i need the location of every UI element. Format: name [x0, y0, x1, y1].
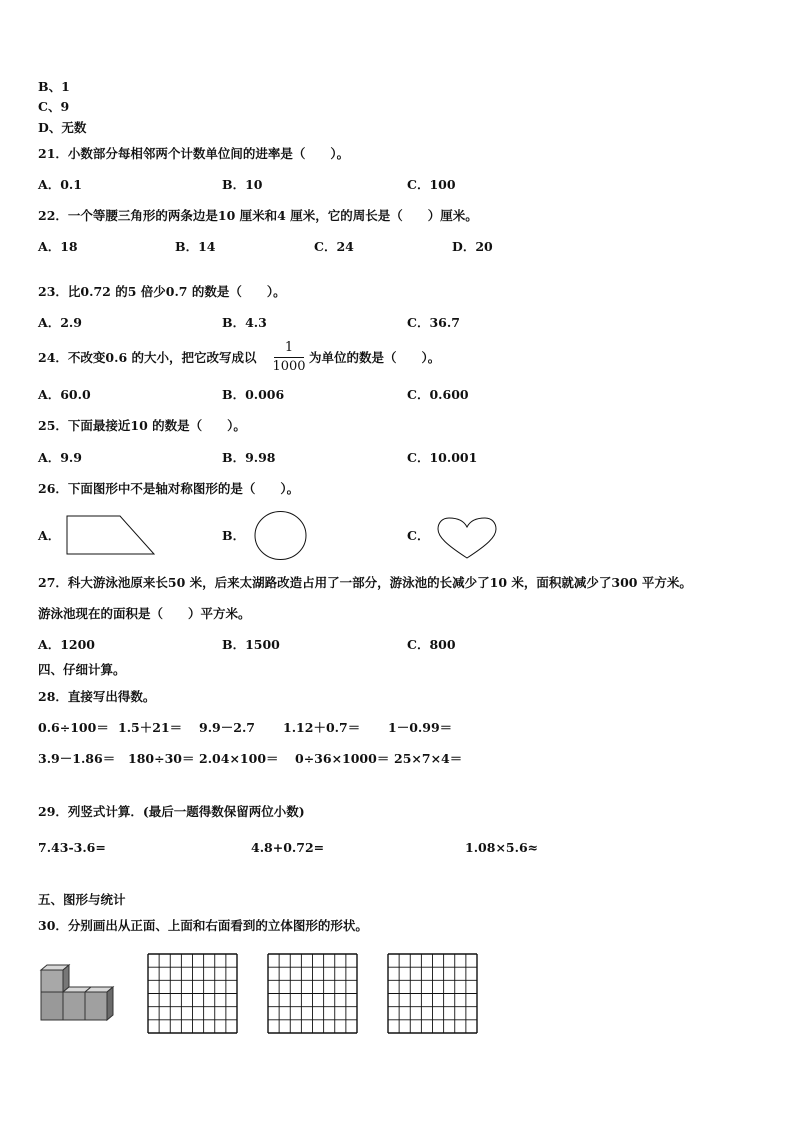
question-24-stem-before: 24．不改变0.6 的大小，把它改写成以 [38, 350, 257, 365]
question-27-option-c: C．800 [407, 637, 456, 652]
question-21-option-c: C．100 [407, 177, 456, 192]
drawing-grid-right[interactable] [387, 953, 478, 1034]
question-30-stem: 30．分别画出从正面、上面和右面看到的立体图形的形状。 [38, 918, 368, 933]
cube-figure [38, 965, 120, 1025]
question-27-option-a: A．1200 [38, 637, 95, 652]
question-25-stem: 25．下面最接近10 的数是（ ）。 [38, 418, 246, 433]
vertical-calc-item: 1.08×5.6≈ [465, 840, 539, 855]
question-21-option-a: A．0.1 [38, 177, 82, 192]
question-29-stem: 29．列竖式计算．(最后一题得数保留两位小数) [38, 804, 305, 819]
question-27-stem: 27．科大游泳池原来长50 米，后来太湖路改造占用了一部分，游泳池的长减少了10 米，面积就减少了300 平方米。 [38, 575, 692, 590]
calc-item: 0÷36×1000＝ [295, 751, 390, 766]
heart-shape [437, 517, 497, 559]
fraction-bar [274, 357, 304, 358]
question-26-option-a: A． [38, 528, 61, 543]
calc-item: 1.5＋21＝ [118, 720, 183, 735]
question-23-option-a: A．2.9 [38, 315, 82, 330]
section-4-title: 四、仔细计算。 [38, 662, 126, 677]
calc-item: 3.9－1.86＝ [38, 751, 116, 766]
question-26-stem: 26．下面图形中不是轴对称图形的是（ ）。 [38, 481, 300, 496]
question-24-stem-after: 为单位的数是（ ）。 [309, 350, 441, 365]
question-21-option-b: B．10 [222, 177, 263, 192]
question-27-option-b: B．1500 [222, 637, 280, 652]
fraction-one-thousandth [272, 341, 306, 374]
question-25-option-c: C．10.001 [407, 450, 478, 465]
vertical-calc-item: 7.43-3.6= [38, 840, 106, 855]
trapezoid-shape [66, 515, 156, 555]
question-26-option-b: B． [222, 528, 246, 543]
question-21-stem: 21．小数部分每相邻两个计数单位间的进率是（ ）。 [38, 146, 350, 161]
prev-option-d: D、无数 [38, 120, 87, 135]
fraction-numerator: 1 [284, 340, 294, 355]
section-5-title: 五、图形与统计 [38, 892, 126, 907]
calc-item: 1－0.99＝ [388, 720, 453, 735]
question-23-option-c: C．36.7 [407, 315, 460, 330]
question-24-option-b: B．0.006 [222, 387, 285, 402]
question-26-option-c: C． [407, 528, 430, 543]
question-23-option-b: B．4.3 [222, 315, 267, 330]
question-22-option-d: D．20 [452, 239, 493, 254]
calc-item: 25×7×4＝ [394, 751, 463, 766]
calc-item: 1.12＋0.7＝ [283, 720, 361, 735]
prev-option-c: C、9 [38, 99, 70, 114]
question-24-option-a: A．60.0 [38, 387, 91, 402]
question-25-option-a: A．9.9 [38, 450, 82, 465]
calc-item: 180÷30＝ [128, 751, 195, 766]
question-25-option-b: B．9.98 [222, 450, 276, 465]
question-28-stem: 28．直接写出得数。 [38, 689, 156, 704]
drawing-grid-top[interactable] [267, 953, 358, 1034]
circle-shape [254, 511, 308, 561]
question-22-option-b: B．14 [175, 239, 216, 254]
calc-item: 0.6÷100＝ [38, 720, 109, 735]
calc-item: 9.9－2.7 [199, 720, 255, 735]
question-22-option-c: C．24 [314, 239, 354, 254]
question-24-option-c: C．0.600 [407, 387, 469, 402]
calc-item: 2.04×100＝ [199, 751, 279, 766]
prev-option-b: B、1 [38, 79, 70, 94]
question-22-option-a: A．18 [38, 239, 78, 254]
fraction-denominator: 1000 [272, 359, 306, 374]
drawing-grid-front[interactable] [147, 953, 238, 1034]
question-27-stem-continued: 游泳池现在的面积是（ ）平方米。 [38, 606, 251, 621]
vertical-calc-item: 4.8+0.72= [251, 840, 325, 855]
question-22-stem: 22．一个等腰三角形的两条边是10 厘米和4 厘米，它的周长是（ ）厘米。 [38, 208, 478, 223]
question-23-stem: 23．比0.72 的5 倍少0.7 的数是（ ）。 [38, 284, 286, 299]
